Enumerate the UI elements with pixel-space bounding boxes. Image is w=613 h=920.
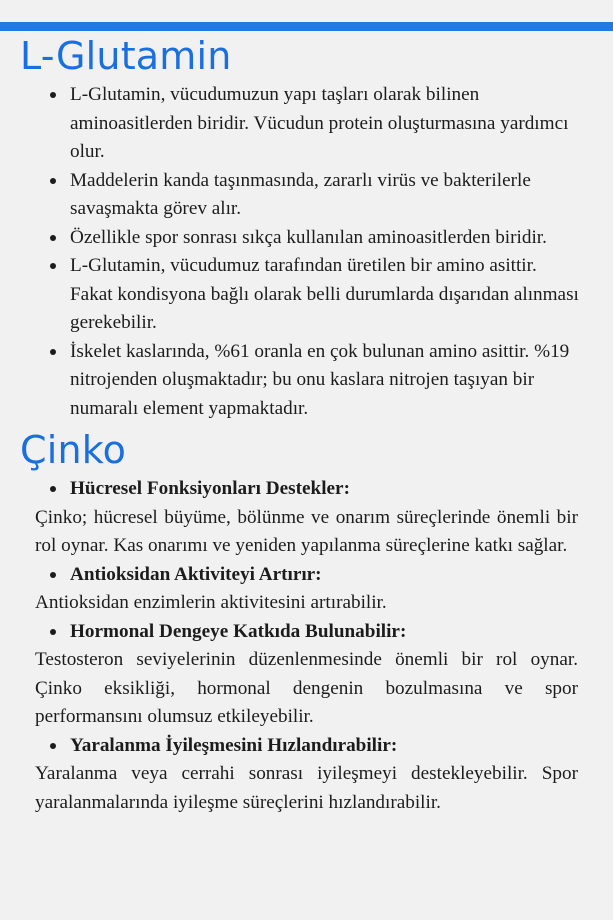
zinc-title: Çinko: [20, 428, 127, 472]
zinc-heading: Antioksidan Aktiviteyi Artırır:: [0, 561, 613, 590]
zinc-description: Testosteron seviyelerinin düzenlenmesinde önemli bir rol oynar. Çinko eksikliği, hormonal dengenin bozulmasına ve spor performansını olumsuz etkileyebilir.: [35, 649, 578, 727]
list-item: Maddelerin kanda taşınmasında, zararlı virüs ve bakterilerle savaşmakta görev alır.: [0, 167, 613, 224]
list-item: Özellikle spor sonrası sıkça kullanılan aminoasitlerden biridir.: [0, 224, 613, 253]
zinc-description: Antioksidan enzimlerin aktivitesini artırabilir.: [35, 592, 387, 613]
zinc-section-injury: [0, 732, 613, 818]
list-item: İskelet kaslarında, %61 oranla en çok bulunan amino asittir. %19 nitrojenden oluşmaktadır; bu onu kaslara nitrojen taşıyan bir numaralı element yapmaktadır.: [0, 338, 613, 424]
zinc-heading: Hormonal Dengeye Katkıda Bulunabilir:: [0, 618, 613, 647]
zinc-heading: Hücresel Fonksiyonları Destekler:: [0, 475, 613, 504]
list-item: L-Glutamin, vücudumuzun yapı taşları olarak bilinen aminoasitlerden biridir. Vücudun protein oluşturmasına yardımcı olur.: [0, 81, 613, 167]
glutamine-title: L-Glutamin: [20, 34, 232, 78]
zinc-section-antioxidant: [0, 561, 613, 618]
zinc-description: Yaralanma veya cerrahi sonrası iyileşmeyi destekleyebilir. Spor yaralanmalarında iyileşme süreçlerini hızlandırabilir.: [35, 763, 578, 813]
top-accent-bar: [0, 22, 613, 31]
zinc-description: Çinko; hücresel büyüme, bölünme ve onarım süreçlerinde önemli bir rol oynar. Kas onarımı ve yeniden yapılanma süreçlerine katkı sağlar.: [35, 506, 578, 556]
list-item: L-Glutamin, vücudumuz tarafından üretilen bir amino asittir. Fakat kondisyona bağlı olarak belli durumlarda dışarıdan alınması gerekebilir.: [0, 252, 613, 338]
document-body: [0, 31, 613, 817]
zinc-section-hormonal: [0, 618, 613, 732]
zinc-section-cellular: [0, 475, 613, 561]
zinc-heading: Yaralanma İyileşmesini Hızlandırabilir:: [0, 732, 613, 761]
glutamine-list: [0, 81, 613, 423]
